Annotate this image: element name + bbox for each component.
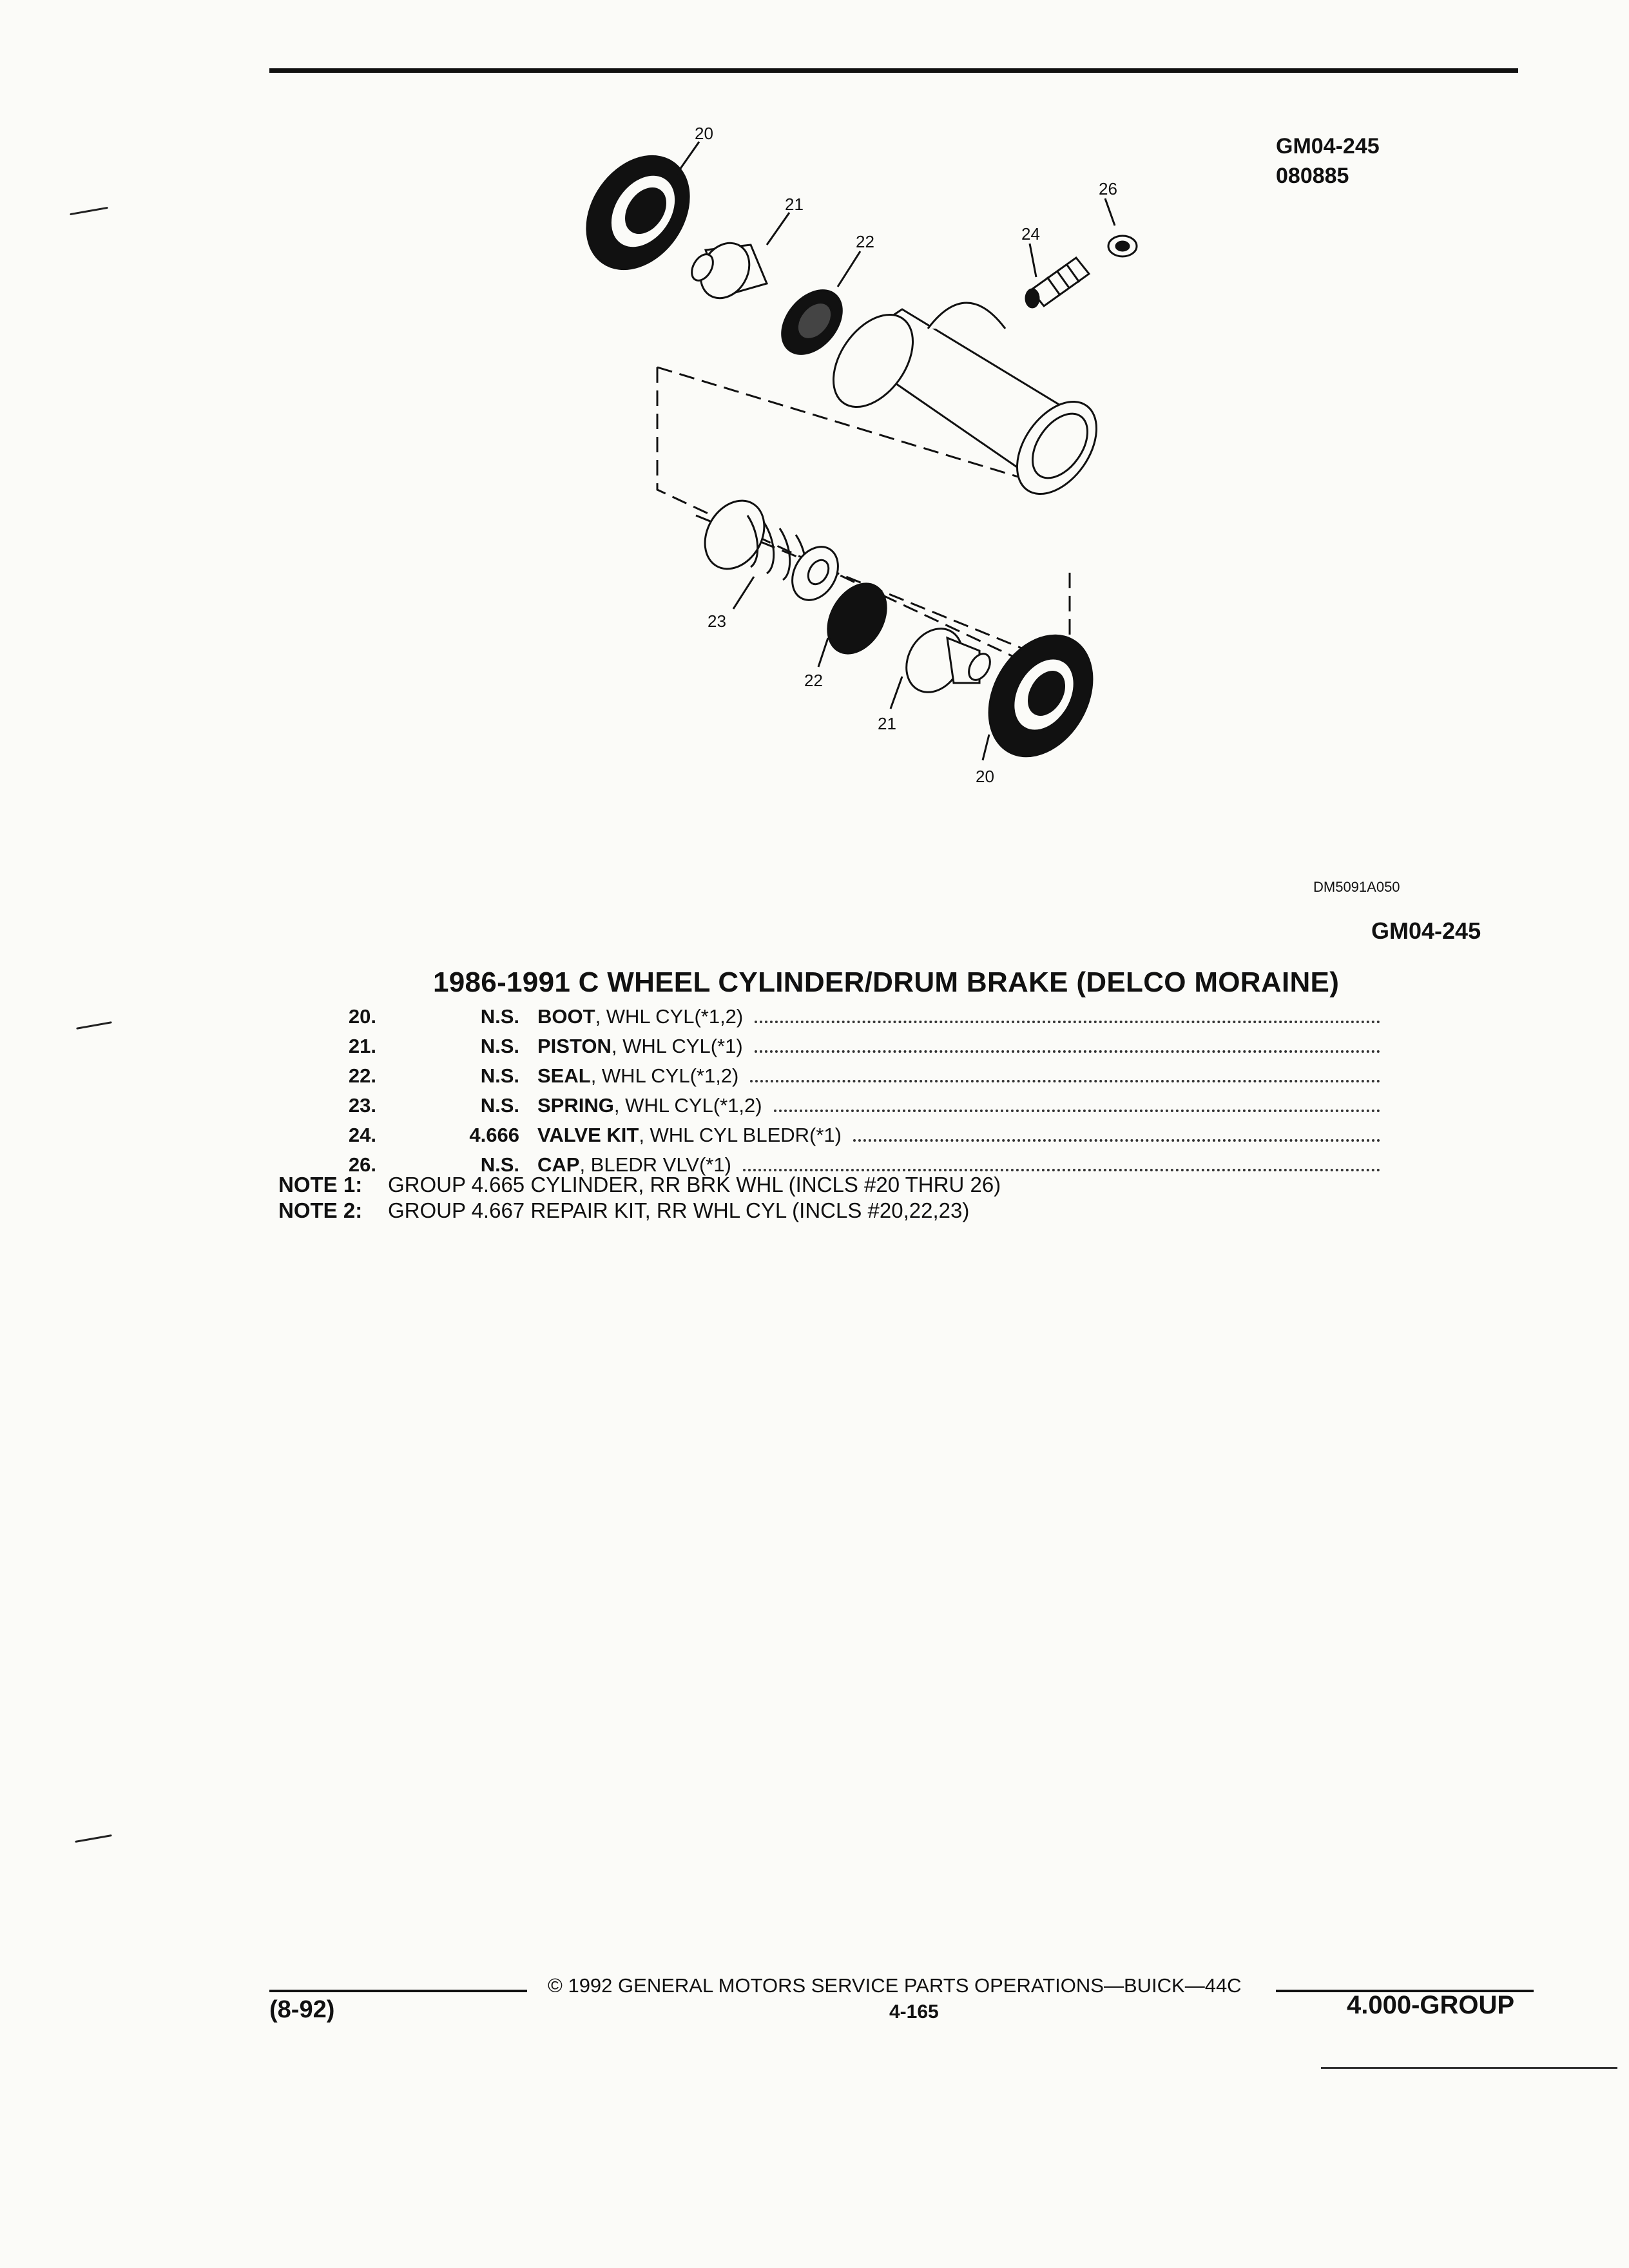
part-name: PISTON [537, 1035, 612, 1057]
parts-row [303, 1005, 1385, 1035]
item-number: 22. [348, 1064, 376, 1087]
part-name: BOOT [537, 1005, 595, 1028]
parts-row [303, 1124, 1385, 1153]
footer-rule-left [269, 1990, 527, 1992]
wheel-cylinder-exploded-diagram [567, 116, 1160, 812]
dot-leader [755, 1021, 1380, 1023]
scan-mark [76, 1021, 112, 1030]
section-title: 1986-1991 C WHEEL CYLINDER/DRUM BRAKE (DELCO MORAINE) [433, 966, 1340, 998]
callout-label: 26 [1099, 179, 1117, 198]
callout-label: 20 [695, 124, 713, 143]
dot-leader [853, 1139, 1380, 1142]
date-code: 080885 [1276, 164, 1349, 188]
callout-label: 22 [804, 671, 823, 690]
group-label: 4.000-GROUP [1347, 1991, 1515, 2019]
illustration-ref: DM5091A050 [1313, 879, 1400, 895]
group-number: N.S. [480, 1064, 519, 1087]
scan-mark [75, 1834, 112, 1843]
part-description: , WHL CYL(*1,2) [613, 1094, 762, 1117]
item-number: 24. [348, 1124, 376, 1146]
dot-leader [755, 1050, 1380, 1053]
bleeder-cap-part [1108, 236, 1137, 256]
callout-label: 20 [976, 767, 994, 786]
parts-row [303, 1094, 1385, 1124]
revision-date: (8-92) [269, 1996, 335, 2023]
parts-row [303, 1064, 1385, 1094]
callout-label: 21 [785, 195, 804, 214]
notes-block [278, 1173, 1001, 1224]
part-name: SEAL [537, 1064, 591, 1087]
part-name: CAP [537, 1153, 580, 1176]
dot-leader [743, 1169, 1380, 1171]
bleeder-valve-part [1026, 258, 1089, 307]
copyright-line: © 1992 GENERAL MOTORS SERVICE PARTS OPERATIONS—BUICK—44C [548, 1974, 1242, 1997]
note-text: GROUP 4.667 REPAIR KIT, RR WHL CYL (INCLS #20,22,23) [388, 1198, 970, 1222]
part-description: , WHL CYL(*1) [611, 1035, 743, 1057]
group-number: 4.666 [469, 1124, 519, 1146]
section-code: GM04-245 [1371, 918, 1481, 944]
piston-part-top [688, 235, 767, 307]
item-number: 26. [348, 1153, 376, 1176]
boot-part-top [567, 137, 710, 289]
callout-label: 23 [708, 611, 726, 631]
note-text: GROUP 4.665 CYLINDER, RR BRK WHL (INCLS #20 THRU 26) [388, 1173, 1001, 1196]
group-number: N.S. [480, 1035, 519, 1057]
dot-leader [774, 1110, 1380, 1112]
note-label: NOTE 2: [278, 1198, 363, 1222]
part-description: , BLEDR VLV(*1) [579, 1153, 731, 1176]
scan-mark [70, 207, 108, 215]
boot-part-bottom [969, 617, 1113, 774]
dot-leader [750, 1080, 1380, 1082]
group-number: N.S. [480, 1094, 519, 1117]
note-line [278, 1198, 1001, 1224]
part-description: , WHL CYL(*1,2) [590, 1064, 739, 1087]
parts-list [303, 1005, 1385, 1183]
callout-label: 21 [878, 714, 896, 733]
part-name: SPRING [537, 1094, 614, 1117]
callout-label: 22 [856, 232, 874, 251]
part-description: , WHL CYL(*1,2) [595, 1005, 744, 1028]
item-number: 21. [348, 1035, 376, 1057]
part-name: VALVE KIT [537, 1124, 639, 1146]
figure-code: GM04-245 [1276, 134, 1380, 159]
group-number: N.S. [480, 1005, 519, 1028]
item-number: 20. [348, 1005, 376, 1028]
cylinder-body [817, 300, 1113, 508]
part-description: , WHL CYL BLEDR(*1) [639, 1124, 842, 1146]
group-number: N.S. [480, 1153, 519, 1176]
parts-row [303, 1035, 1385, 1064]
note-line [278, 1173, 1001, 1198]
spring-part [693, 490, 847, 609]
note-label: NOTE 1: [278, 1173, 363, 1196]
bottom-rule [1321, 2067, 1617, 2069]
top-rule [269, 68, 1518, 73]
item-number: 23. [348, 1094, 376, 1117]
page-number: 4-165 [889, 2001, 939, 2023]
header-codes [1276, 131, 1380, 191]
callout-label: 24 [1021, 224, 1040, 244]
